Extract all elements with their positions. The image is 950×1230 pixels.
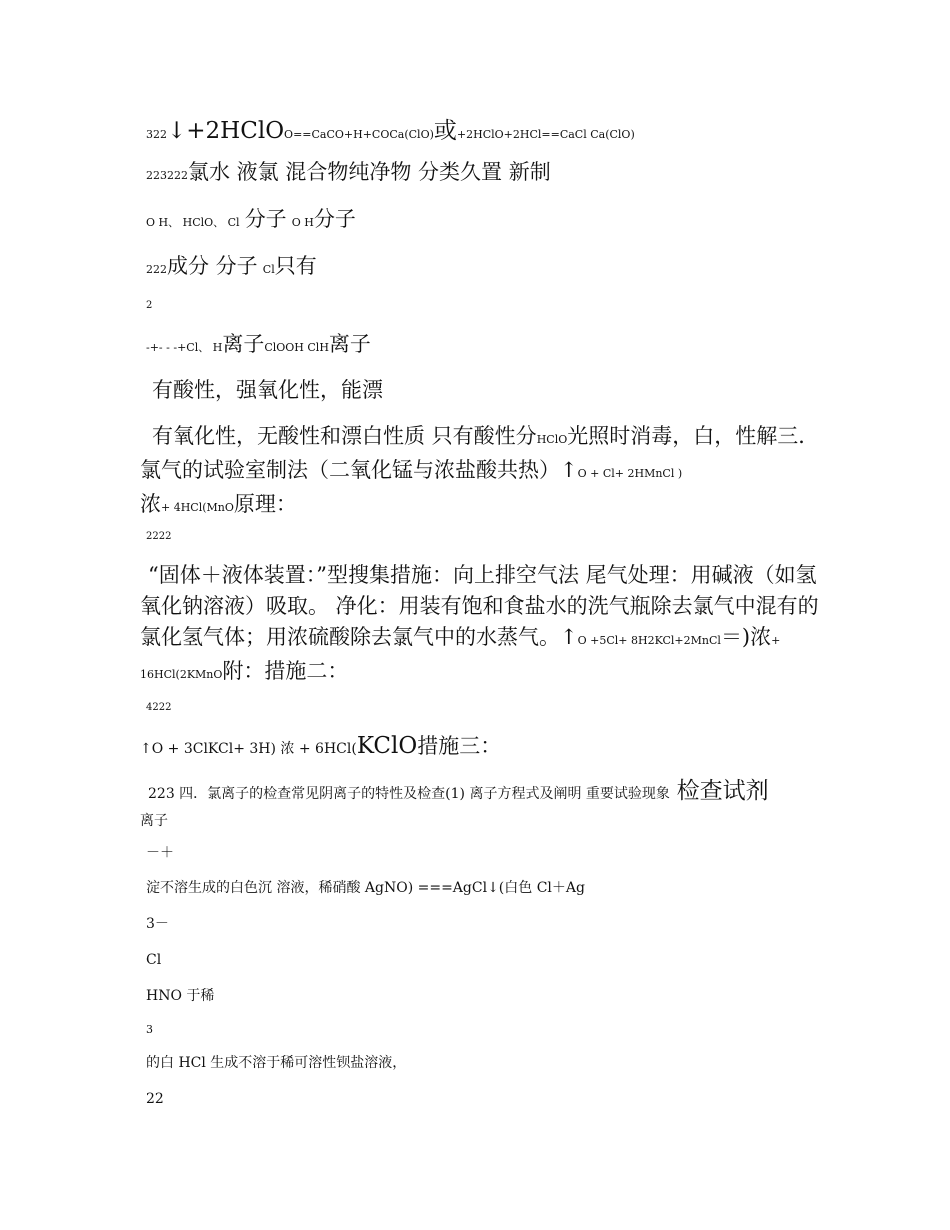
- line-16: 3: [146, 1023, 153, 1036]
- line-10: ↑O + 3ClKCl+ 3H) 浓 + 6HCl(KClO措施三：: [140, 733, 502, 759]
- line-1: 322↓+2HClOO==CaCO+H+COCa(ClO)或+2HClO+2HCl==CaCl Ca(ClO): [146, 118, 635, 144]
- paragraph-2: “固体＋液体装置：”型搜集措施：向上排空气法 尾气处理：用碱液（如氢氧化钠溶液）吸取。 净化：用装有饱和食盐水的洗气瓶除去氯气中混有的氯化氢气体；用浓硫酸除去氯气中的水蒸气。↑O +5Cl+ 8H2KCl+2MnCl＝)浓+ 16HCl(2KMnO附：措施二：: [140, 563, 819, 683]
- line-3: O H、 HClO、 Cl 分子 O H分子: [146, 207, 356, 231]
- line-17: 的白 HCl 生成不溶于稀可溶性钡盐溶液，: [146, 1055, 407, 1071]
- line-14: Cl: [146, 952, 162, 968]
- line-13: 3－: [146, 916, 169, 932]
- line-5: 2: [146, 300, 153, 311]
- line-18: 22: [146, 1091, 164, 1107]
- line-6: -+- - -+Cl、 H离子ClOOH ClH离子: [146, 332, 371, 356]
- line-15: HNO 于稀: [146, 988, 215, 1004]
- line-12: 淀不溶生成的白色沉 溶液，稀硝酸 AgNO) ===AgCl↓(白色 Cl＋Ag: [146, 880, 585, 896]
- line-7: 有酸性，强氧化性，能漂: [152, 378, 383, 402]
- line-11: －＋: [146, 845, 174, 861]
- line-8: 2222: [146, 531, 172, 542]
- line-2: 223222氯水 液氯 混合物纯净物 分类久置 新制: [146, 160, 551, 184]
- line-9: 4222: [146, 702, 172, 713]
- paragraph-3: 223 四．氯离子的检查常见阴离子的特性及检查(1) 离子方程式及阐明 重要试验现象 检查试剂 离子: [140, 778, 769, 829]
- paragraph-1: 有氧化性，无酸性和漂白性质 只有酸性分HClO光照时消毒，白，性解三．氯气的试验室制法（二氧化锰与浓盐酸共热）↑O + Cl+ 2HMnCl ) 浓+ 4HCl(MnO原理：: [140, 424, 820, 516]
- line-4: 222成分 分子 Cl只有: [146, 254, 317, 278]
